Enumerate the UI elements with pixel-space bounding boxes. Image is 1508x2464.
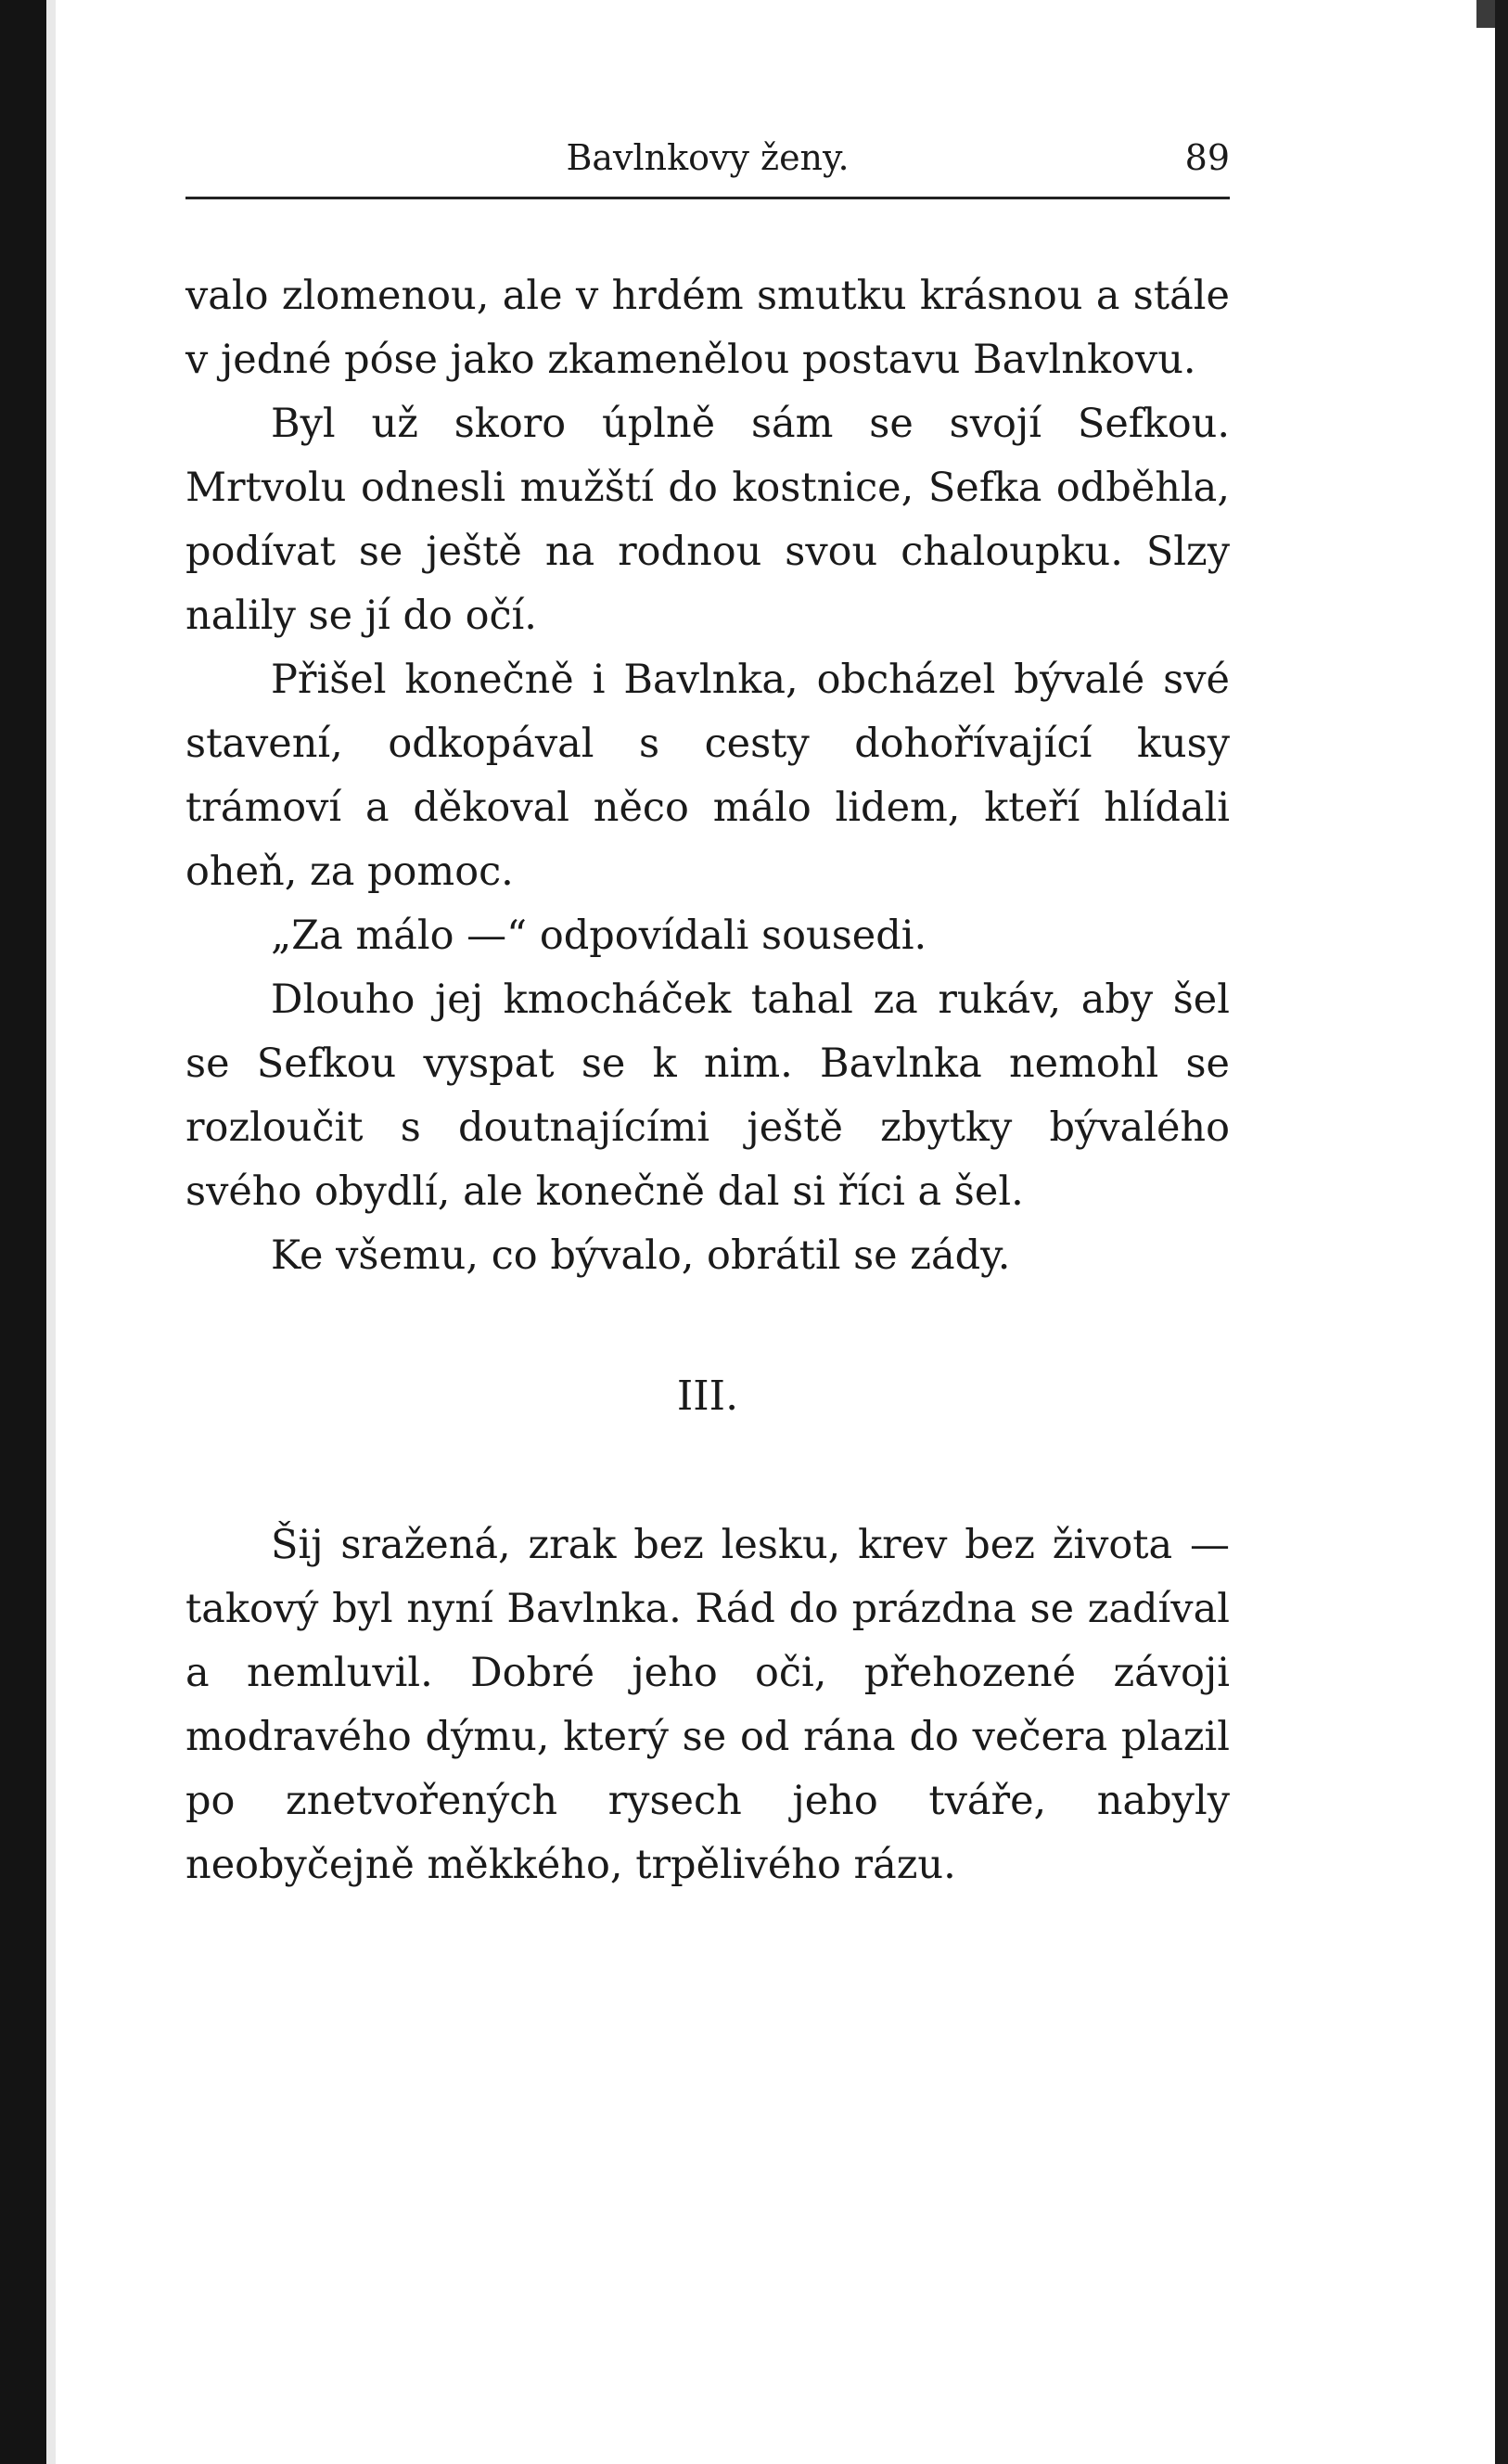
scan-border-right: [1495, 0, 1508, 2464]
section-heading: III.: [676, 1372, 739, 1420]
body-text: [185, 264, 1230, 1897]
page-number: 89: [1184, 137, 1230, 178]
section-paragraph: Šij sražená, zrak bez lesku, krev bez života — takový byl nyní Bavlnka. Rád do prázdna se zadíval a nemluvil. Dobré jeho oči, přehozené závoji modravého dýmu, který se od rána do večera plazil po znetvořených rysech jeho tváře, nabyly neobyčejně měkkého, trpělivého rázu.: [185, 1522, 1230, 1888]
running-head: [185, 137, 1230, 184]
header-rule: [185, 197, 1230, 199]
running-title: Bavlnkovy ženy.: [566, 137, 850, 178]
scan-border-left: [0, 0, 46, 2464]
paragraph-continuation: valo zlomenou, ale v hrdém smutku krásnou a stále v jedné póse jako zkamenělou postavu Bavlnkovu.: [185, 273, 1230, 383]
scan-corner-top-right: [1476, 0, 1495, 28]
paragraph-dialogue: „Za málo —“ odpovídali sousedi.: [271, 913, 927, 959]
paragraph: Dlouho jej kmocháček tahal za rukáv, aby šel se Sefkou vyspat se k nim. Bavlnka nemohl se rozloučit s doutnajícími ještě zbytky bývalého svého obydlí, ale konečně dal si říci a šel.: [185, 977, 1230, 1215]
scan-border-left-inner: [46, 0, 56, 2464]
paragraph: Přišel konečně i Bavlnka, obcházel bývalé své stavení, odkopával s cesty dohořívající kusy trámoví a děkoval něco málo lidem, kteří hlídali oheň, za pomoc.: [185, 657, 1230, 895]
paragraph: Byl už skoro úplně sám se svojí Sefkou. Mrtvolu odnesli mužští do kostnice, Sefka odběhla, podívat se ještě na rodnou svou chaloupku. Slzy nalily se jí do očí.: [185, 401, 1230, 639]
paragraph: Ke všemu, co bývalo, obrátil se zády.: [271, 1232, 1011, 1279]
